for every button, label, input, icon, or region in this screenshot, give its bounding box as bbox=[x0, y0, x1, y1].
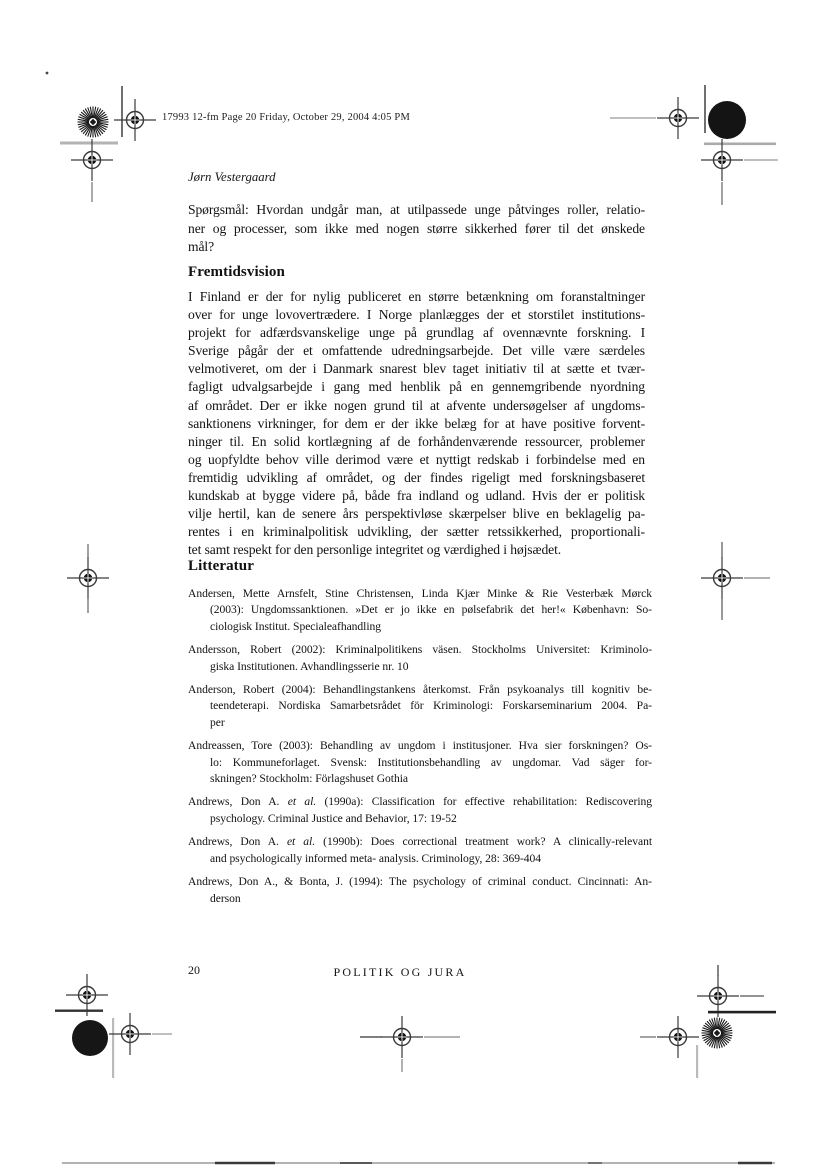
section-heading-litteratur: Litteratur bbox=[188, 558, 254, 574]
crop-line bbox=[704, 143, 776, 146]
bibliography-entry bbox=[188, 586, 652, 635]
text-line: derson bbox=[210, 891, 241, 905]
text-line: velmotiveret, om der i Danmark snarest blev taget initiativ til at sætte et tvær- bbox=[188, 361, 645, 377]
starburst-mark bbox=[78, 107, 109, 138]
registration-mark bbox=[701, 557, 743, 599]
section-heading-fremtidsvision: Fremtidsvision bbox=[188, 264, 285, 280]
text-line: rentes i en kriminalpolitisk udvikling, der sætter retssikkerhed, proportionali- bbox=[188, 524, 645, 540]
text-line: over for unge lovovertrædere. I Norge planlægges der et storstilet institutions- bbox=[188, 307, 645, 323]
text-line: Spørgsmål: Hvordan undgår man, at utilpassede unge påtvinges roller, relatio- bbox=[188, 202, 645, 217]
text-line: mål? bbox=[188, 239, 215, 255]
ink-density-mark bbox=[708, 101, 746, 139]
text-line: vilje hertil, kan de senere års perspektivløse skærpelser blive en beklagelig pa- bbox=[188, 506, 645, 522]
bibliography-entry bbox=[188, 642, 652, 675]
text-line: ninger til. En solid kortlægning af de forhåndenværende ressourcer, problemer bbox=[188, 433, 645, 449]
text-line: (2003): Ungdomssanktionen. »Det er jo ikke en pølsefabrik det her!« København: So- bbox=[210, 603, 652, 617]
text-line: psychology. Criminal Justice and Behavior, 17: 19-52 bbox=[210, 811, 457, 825]
crop-line bbox=[55, 1010, 103, 1012]
text-line: I Finland er der for nylig publiceret en større betænkning om foranstaltninger bbox=[188, 289, 645, 304]
text-line: lo: Kommuneforlaget. Svensk: Institutionsbehandling av ungdomar. Vad säger for- bbox=[210, 755, 652, 769]
registration-mark bbox=[71, 139, 113, 181]
running-footer bbox=[80, 963, 720, 981]
fremtidsvision-paragraph bbox=[188, 288, 645, 559]
text-line: per bbox=[210, 715, 225, 729]
text-line: projekt for adfærdsvanskelige unge på grundlag af ovennævnte forskning. I bbox=[188, 325, 645, 341]
registration-mark bbox=[701, 139, 743, 181]
text-line: giska Institutionen. Avhandlingsserie nr. 10 bbox=[210, 659, 409, 673]
print-slug-line: 17993 12-fm Page 20 Friday, October 29, 2004 4:05 PM bbox=[162, 112, 410, 123]
registration-mark bbox=[657, 97, 699, 139]
text-line: teendeterapi. Nordiska Samarbetsrådet för Kriminologi: Forskarseminarium 2004. Pa- bbox=[210, 699, 652, 713]
registration-mark bbox=[657, 1016, 699, 1058]
bibliography-entry bbox=[188, 682, 652, 731]
crop-line bbox=[112, 1018, 114, 1078]
registration-mark bbox=[381, 1016, 423, 1058]
bibliography-list bbox=[188, 586, 652, 914]
text-line: Sverige pågår der et omfattende udredningsarbejde. Det ville være særdeles bbox=[188, 343, 645, 359]
starburst-mark bbox=[702, 1018, 733, 1049]
text-line: ner og processer, som ikke med nogen større sikkerhed fører til det ønskede bbox=[188, 220, 645, 236]
running-footer-title: POLITIK OG JURA bbox=[333, 965, 467, 979]
ink-density-mark bbox=[72, 1020, 108, 1056]
registration-mark bbox=[697, 975, 739, 1017]
text-line: Andrews, Don A., & Bonta, J. (1994): The psychology of criminal conduct. Cincinnati: An- bbox=[188, 875, 652, 889]
text-line: sanktionens virkninger, for dem er der ikke belæg for at have positive forvent- bbox=[188, 415, 645, 431]
text-line: and psychologically informed meta- analysis. Criminology, 28: 369-404 bbox=[210, 851, 541, 865]
ink-dot-mark bbox=[46, 72, 49, 75]
registration-mark bbox=[67, 557, 109, 599]
intro-paragraph bbox=[188, 201, 645, 257]
text-line: Andrews, Don A. et al. (1990b): Does correctional treatment work? A clinically-relevant bbox=[188, 835, 653, 849]
bibliography-entry bbox=[188, 834, 652, 867]
text-line: Andrews, Don A. et al. (1990a): Classification for effective rehabilitation: Rediscovering bbox=[188, 795, 653, 809]
crop-line bbox=[708, 1011, 776, 1014]
running-header: Jørn Vestergaard bbox=[188, 170, 276, 184]
crop-line bbox=[696, 1045, 698, 1078]
text-line: Anderson, Robert (2004): Behandlingstankens återkomst. Från psykoanalys till kognitiv be- bbox=[188, 683, 652, 697]
text-line: fremtidig udvikling af området, og der findes rigeligt med forskningsbaseret bbox=[188, 469, 645, 485]
bibliography-entry bbox=[188, 794, 652, 827]
text-line: af området. Der er ikke nogen grund til at afvente undersøgelser af ungdoms- bbox=[188, 397, 645, 413]
text-line: ciologisk Institut. Specialeafhandling bbox=[210, 619, 382, 633]
text-line: tet samt respekt for den personlige integritet og værdighed i højsædet. bbox=[188, 542, 562, 558]
text-line: skningen? Stockholm: Förlagshuset Gothia bbox=[210, 772, 408, 786]
text-line: Andreassen, Tore (2003): Behandling av ungdom i institusjoner. Hva sier forskningen? Os- bbox=[188, 739, 652, 753]
text-line: kundskab at bygge videre på, både fra indland og udland. Hvis der er politisk bbox=[188, 488, 645, 504]
registration-mark bbox=[114, 99, 156, 141]
bibliography-entry bbox=[188, 738, 652, 787]
text-line: fagligt udvalgsarbejde i gang med henblik på en gennemgribende nyordning bbox=[188, 379, 645, 395]
text-line: og uopfyldte behov ville derimod være et nyttigt redskab i forbindelse med en bbox=[188, 451, 645, 467]
page-number: 20 bbox=[188, 963, 200, 977]
bibliography-entry bbox=[188, 874, 652, 907]
crop-line bbox=[60, 142, 118, 145]
registration-mark bbox=[109, 1013, 151, 1055]
text-line: Andersen, Mette Arnsfelt, Stine Christensen, Linda Kjær Minke & Rie Vesterbæk Mørck bbox=[188, 587, 652, 600]
text-line: Andersson, Robert (2002): Kriminalpolitikens väsen. Stockholms Universitet: Kriminolo- bbox=[188, 643, 652, 657]
